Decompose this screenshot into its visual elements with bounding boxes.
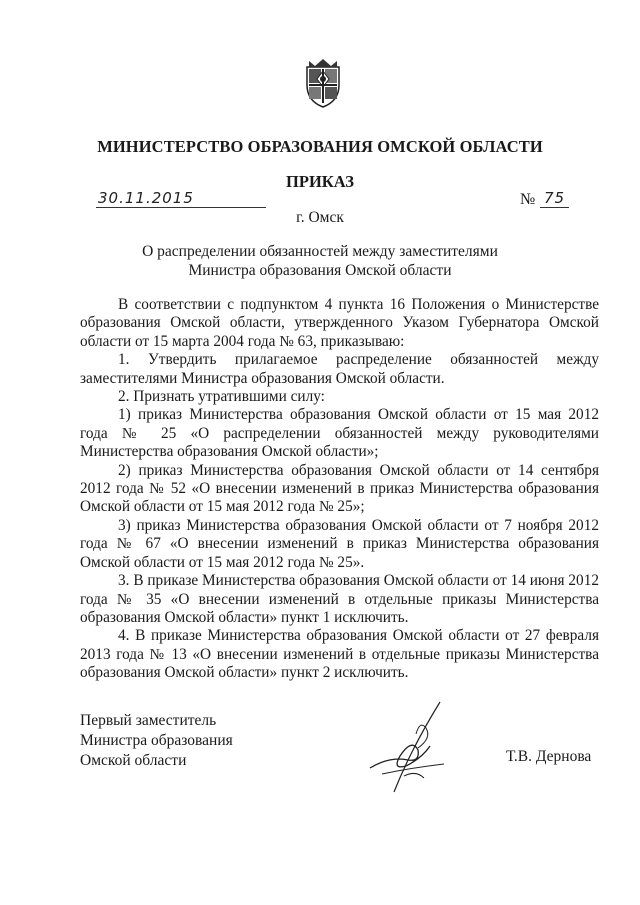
city: г. Омск [296, 209, 344, 226]
document-type: ПРИКАЗ [286, 172, 354, 191]
position-line-1: Первый заместитель [80, 712, 217, 729]
paragraph-item-2-1: 1) приказ Министерства образования Омской области от 15 мая 2012 года № 25 «О распределении обязанностей между руководителями Министерства образования Омской области»; [80, 406, 599, 461]
position-line-3: Омской области [80, 752, 187, 769]
paragraph-item-3: 3. В приказе Министерства образования Омской области от 14 июня 2012 года № 35 «О внесении изменений в отдельные приказы Министерства образования Омской области» пункт 1 исключить. [80, 572, 599, 626]
order-number: 75 [540, 189, 569, 208]
paragraph-item-2: 2. Признать утратившими силу: [118, 388, 325, 406]
subject-line-2: Министра образования Омской области [188, 262, 452, 279]
paragraph-preamble: В соответствии с подпунктом 4 пункта 16 Положения о Министерстве образования Омской области, утвержденного Указом Губернатора Омской области от 15 марта 2004 года № 63, приказываю: [80, 296, 599, 350]
paragraph-item-2-2: 2) приказ Министерства образования Омской области от 14 сентября 2012 года № 52 «О внесении изменений в приказ Министерства образования Омской области от 15 мая 2012 года № 25»; [80, 461, 599, 516]
position-line-2: Министра образования [80, 732, 233, 749]
order-date: 30.11.2015 [98, 189, 194, 207]
date-underline [96, 207, 266, 208]
signatory-position [80, 711, 233, 771]
paragraph-item-2-3: 3) приказ Министерства образования Омской области от 7 ноября 2012 года № 67 «О внесении изменений в приказ Министерства образования Омской области от 15 мая 2012 года № 25». [80, 516, 599, 571]
signatory-name: Т.В. Дернова [506, 748, 592, 765]
paragraph-item-4: 4. В приказе Министерства образования Омской области от 27 февраля 2013 года № 13 «О внесении изменений в отдельные приказы Министерства образования Омской области» пункт 2 исключить. [80, 627, 599, 682]
paragraph-item-1: 1. Утвердить прилагаемое распределение обязанностей между заместителями Министра образования Омской области. [80, 351, 599, 387]
handwritten-signature [360, 698, 460, 798]
number-label: № [520, 191, 536, 208]
order-subject [0, 242, 640, 280]
ministry-title: МИНИСТЕРСТВО ОБРАЗОВАНИЯ ОМСКОЙ ОБЛАСТИ [97, 137, 543, 156]
omsk-coat-of-arms-icon [301, 57, 345, 109]
order-body [80, 296, 599, 683]
subject-line-1: О распределении обязанностей между заместителями [142, 243, 498, 260]
